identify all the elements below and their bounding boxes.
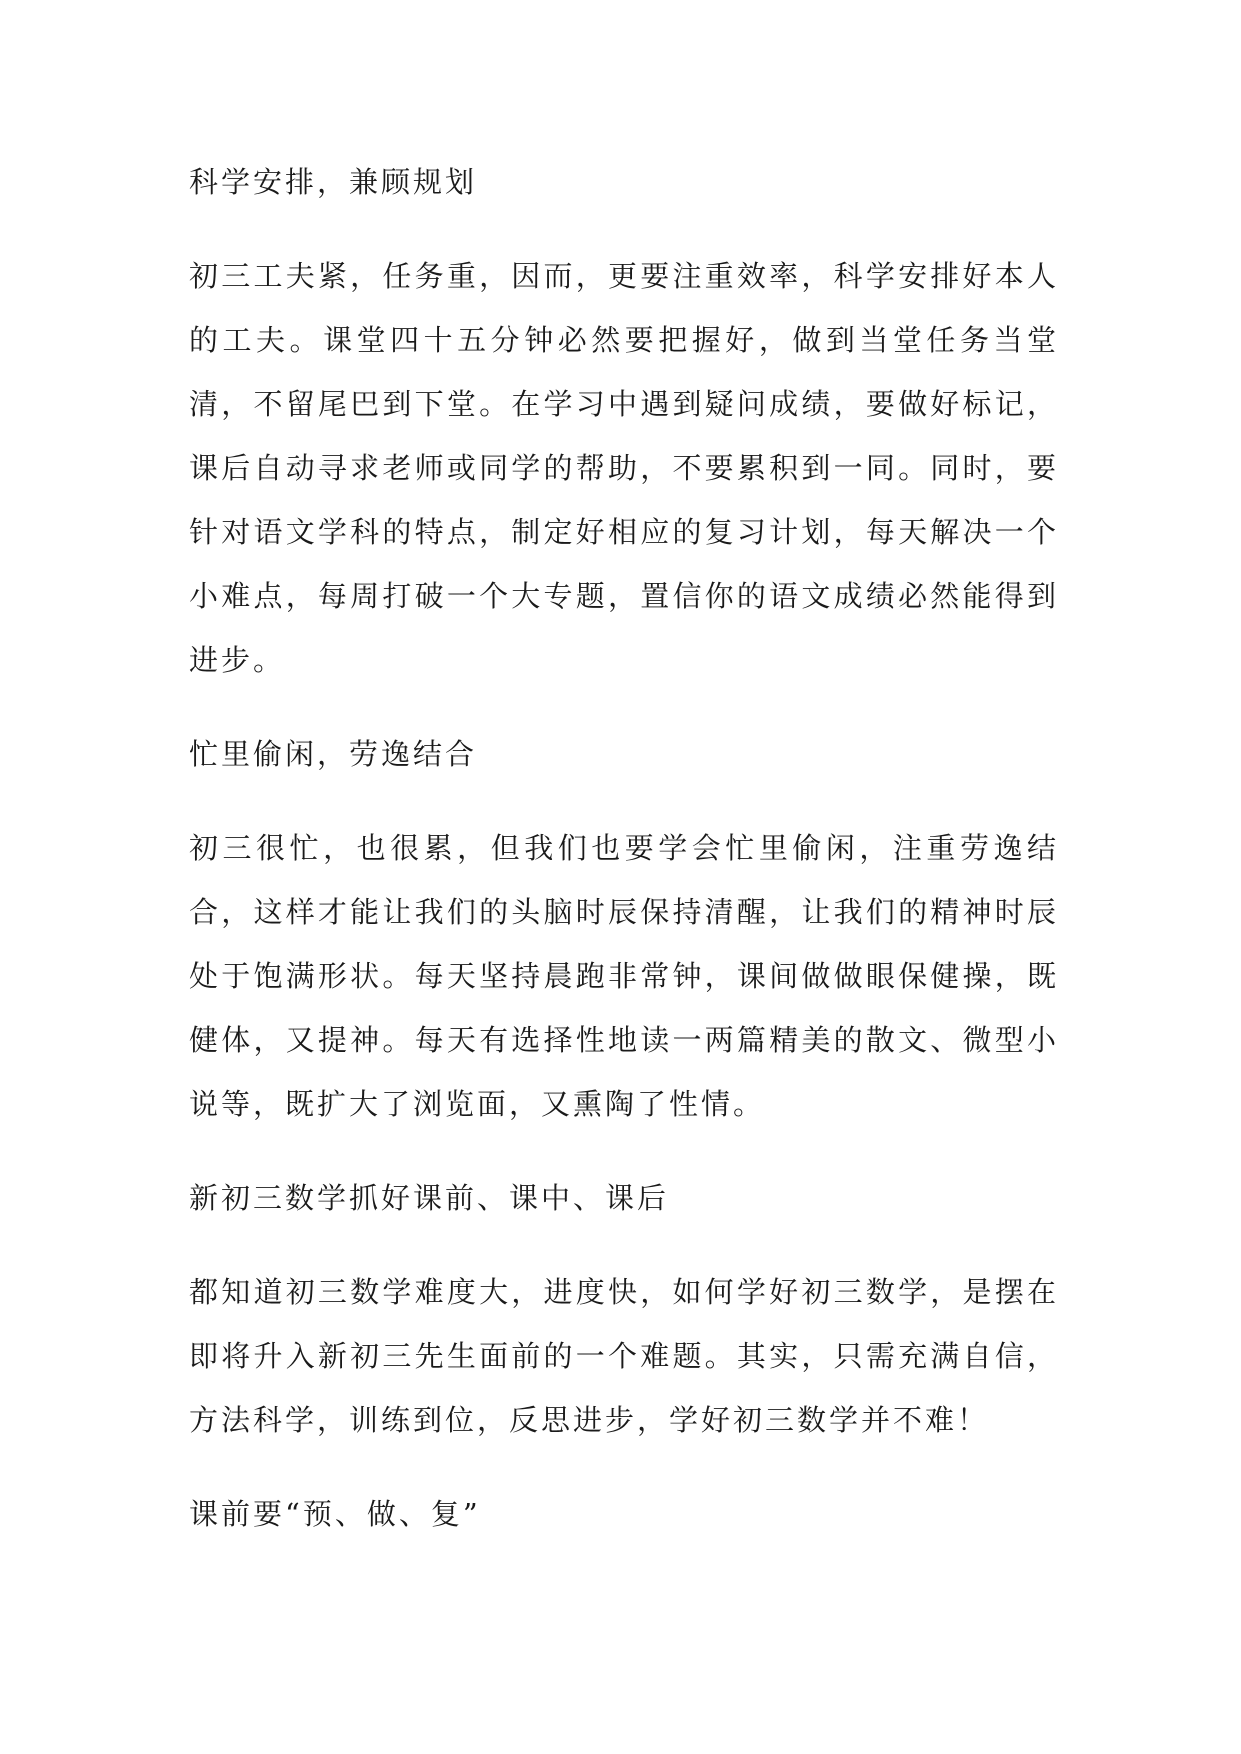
section-heading: 科学安排，兼顾规划 [189, 165, 478, 199]
document-body [189, 150, 1059, 1546]
section-paragraph: 都知道初三数学难度大，进度快，如何学好初三数学，是摆在即将升入新初三先生面前的一个难题。其实，只需充满自信，方法科学，训练到位，反思进步，学好初三数学并不难！ [189, 1275, 1059, 1437]
section-paragraph: 初三工夫紧，任务重，因而，更要注重效率，科学安排好本人的工夫。课堂四十五分钟必然要把握好，做到当堂任务当堂清，不留尾巴到下堂。在学习中遇到疑问成绩，要做好标记，课后自动寻求老师或同学的帮助，不要累积到一同。同时，要针对语文学科的特点，制定好相应的复习计划，每天解决一个小难点，每周打破一个大专题，置信你的语文成绩必然能得到进步。 [189, 259, 1059, 677]
section-heading: 课前要“预、做、复” [189, 1497, 481, 1531]
section-heading: 忙里偷闲，劳逸结合 [189, 737, 478, 771]
section-heading: 新初三数学抓好课前、课中、课后 [189, 1181, 670, 1215]
section-paragraph: 初三很忙，也很累，但我们也要学会忙里偷闲，注重劳逸结合，这样才能让我们的头脑时辰保持清醒，让我们的精神时辰处于饱满形状。每天坚持晨跑非常钟，课间做做眼保健操，既健体，又提神。每天有选择性地读一两篇精美的散文、微型小说等，既扩大了浏览面，又熏陶了性情。 [189, 831, 1059, 1121]
